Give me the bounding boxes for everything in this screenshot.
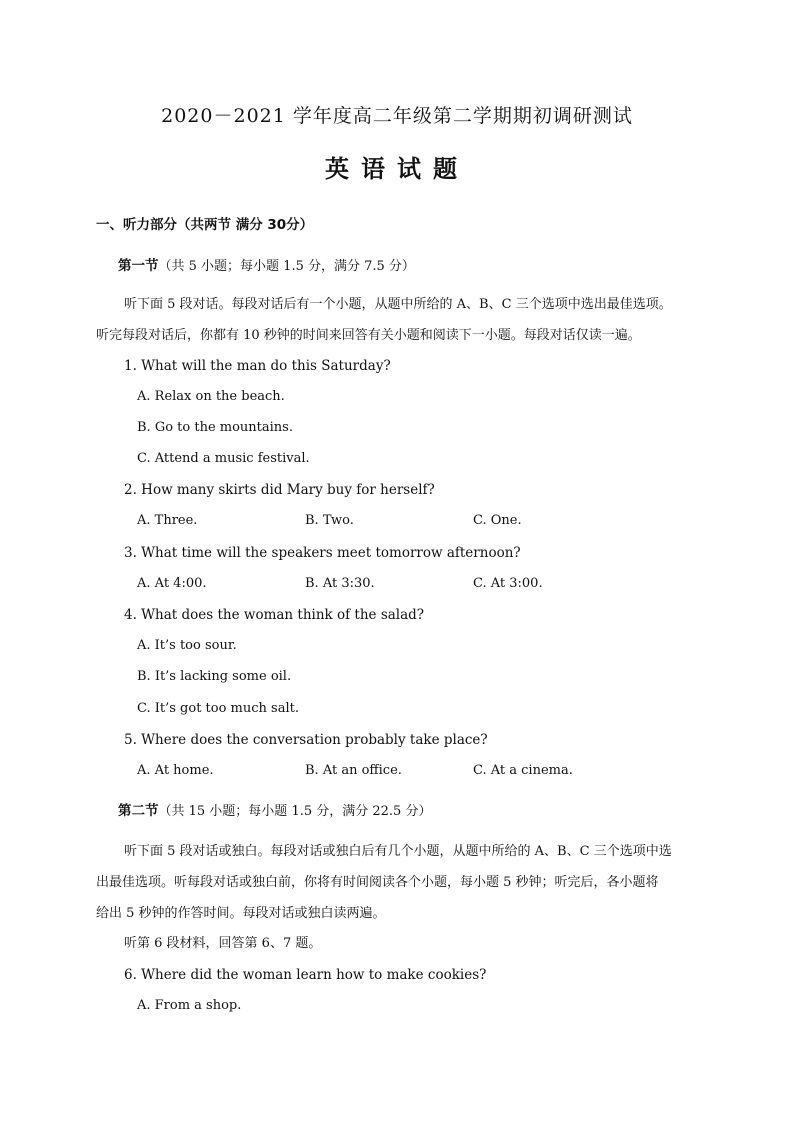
question-1-option-c: C. Attend a music festival. bbox=[137, 451, 310, 466]
section2-instruction-line-2: 出最佳选项。听每段对话或独白前，你将有时间阅读各个小题，每小题 5 秒钟；听完后，各小题将 bbox=[96, 875, 659, 890]
material-6-note: 听第 6 段材料，回答第 6、7 题。 bbox=[124, 936, 322, 951]
question-2-option-b: B. Two. bbox=[305, 513, 354, 528]
question-5-option-b: B. At an office. bbox=[305, 763, 402, 778]
section2-instruction-line-3: 给出 5 秒钟的作答时间。每段对话或独白读两遍。 bbox=[96, 906, 386, 921]
question-3-option-a: A. At 4:00. bbox=[137, 576, 207, 591]
question-4-option-b: B. It’s lacking some oil. bbox=[137, 669, 292, 684]
question-5-option-c: C. At a cinema. bbox=[473, 763, 573, 778]
section2-heading bbox=[118, 801, 431, 822]
question-5: 5. Where does the conversation probably take place? bbox=[124, 732, 488, 748]
question-2-option-c: C. One. bbox=[473, 513, 522, 528]
section1-instruction-line-1: 听下面 5 段对话。每段对话后有一个小题，从题中所给的 A、B、C 三个选项中选出最佳选项。 bbox=[124, 297, 672, 312]
question-2-option-a: A. Three. bbox=[137, 513, 198, 528]
section2-instruction-line-1: 听下面 5 段对话或独白。每段对话或独白后有几个小题，从题中所给的 A、B、C 三个选项中选 bbox=[124, 844, 672, 859]
section1-label: 第一节 bbox=[118, 258, 159, 274]
question-1-option-a: A. Relax on the beach. bbox=[137, 389, 285, 404]
section1-desc: （共 5 小题；每小题 1.5 分，满分 7.5 分） bbox=[158, 259, 415, 274]
question-4-option-c: C. It’s got too much salt. bbox=[137, 701, 299, 716]
question-1: 1. What will the man do this Saturday? bbox=[124, 358, 391, 374]
section1-heading bbox=[118, 256, 415, 277]
question-6: 6. Where did the woman learn how to make cookies? bbox=[124, 967, 487, 983]
question-5-option-a: A. At home. bbox=[137, 763, 214, 778]
question-2: 2. How many skirts did Mary buy for herself? bbox=[124, 482, 435, 498]
question-1-option-b: B. Go to the mountains. bbox=[137, 420, 293, 435]
question-4: 4. What does the woman think of the salad? bbox=[124, 607, 425, 623]
question-3-option-c: C. At 3:00. bbox=[473, 576, 543, 591]
part1-heading: 一、听力部分（共两节 满分 30分） bbox=[96, 217, 314, 233]
question-6-option-a: A. From a shop. bbox=[137, 998, 242, 1013]
question-4-option-a: A. It’s too sour. bbox=[137, 638, 237, 653]
section1-instruction-line-2: 听完每段对话后，你都有 10 秒钟的时间来回答有关小题和阅读下一小题。每段对话仅读一遍。 bbox=[96, 328, 641, 343]
exam-title: 2020－2021 学年度高二年级第二学期期初调研测试 bbox=[161, 105, 633, 127]
question-3: 3. What time will the speakers meet tomorrow afternoon? bbox=[124, 545, 521, 561]
section2-desc: （共 15 小题；每小题 1.5 分，满分 22.5 分） bbox=[158, 804, 432, 819]
section2-label: 第二节 bbox=[118, 803, 159, 819]
question-3-option-b: B. At 3:30. bbox=[305, 576, 375, 591]
exam-subtitle: 英语试题 bbox=[325, 155, 469, 183]
